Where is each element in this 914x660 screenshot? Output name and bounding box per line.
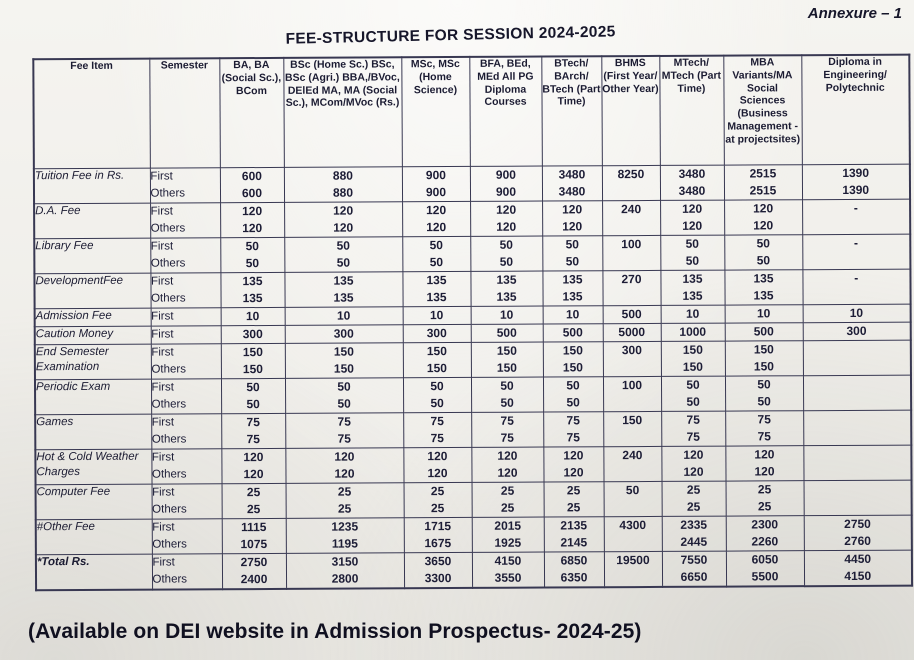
fee-value-cell: 150 150 <box>221 343 285 378</box>
fee-value-cell: 270 <box>602 270 660 305</box>
column-header: BA, BA (Social Sc.), BCom <box>219 58 284 168</box>
table-row <box>34 164 910 204</box>
fee-value-cell: 75 75 <box>725 411 803 446</box>
fee-value-cell: - <box>802 234 910 270</box>
fee-value-cell: 50 50 <box>220 237 284 272</box>
fee-value-cell: 150 150 <box>661 341 725 376</box>
fee-value-cell: 25 25 <box>404 482 472 517</box>
table-row <box>35 340 911 380</box>
fee-table-body <box>34 164 912 590</box>
semester-cell: First Others <box>150 238 220 273</box>
fee-item-label: Tuition Fee in Rs. <box>34 168 150 204</box>
fee-value-cell: 135 135 <box>220 272 284 307</box>
fee-value-cell: 900 900 <box>402 166 470 201</box>
semester-cell: First Others <box>150 203 220 238</box>
fee-value-cell: 135 135 <box>470 271 542 306</box>
fee-value-cell: 1715 1675 <box>404 517 472 552</box>
table-row <box>34 199 910 239</box>
fee-value-cell: 120 120 <box>285 448 403 484</box>
fee-value-cell: 1115 1075 <box>222 518 286 553</box>
table-row <box>35 445 911 485</box>
column-header: BFA, BEd, MEd All PG Diploma Courses <box>469 57 542 167</box>
fee-value-cell: 3650 3300 <box>404 552 472 588</box>
column-header: Semester <box>149 58 220 168</box>
column-header: MTech/ MTech (Part Time) <box>659 56 724 166</box>
fee-value-cell: 8250 <box>602 165 660 200</box>
fee-value-cell: 4300 <box>604 516 662 551</box>
fee-value-cell: 50 50 <box>221 378 285 413</box>
fee-value-cell: 10 <box>403 306 471 324</box>
table-row <box>34 269 910 309</box>
fee-value-cell: 1235 1195 <box>286 518 404 554</box>
fee-value-cell: 50 50 <box>724 235 802 270</box>
fee-value-cell: 3480 3480 <box>660 165 724 200</box>
fee-value-cell: 25 25 <box>662 481 726 516</box>
fee-value-cell: 25 25 <box>726 481 804 516</box>
table-row <box>36 515 912 555</box>
fee-value-cell: 600 600 <box>220 167 284 202</box>
fee-value-cell: 2750 2400 <box>222 553 286 589</box>
fee-item-label: Library Fee <box>34 238 150 274</box>
semester-cell: First Others <box>151 379 221 414</box>
table-row <box>34 234 910 274</box>
fee-value-cell: 300 <box>285 325 403 344</box>
fee-value-cell: 5000 <box>603 323 661 341</box>
fee-value-cell: 75 75 <box>221 413 285 448</box>
fee-value-cell: 10 <box>471 306 543 324</box>
fee-value-cell: 50 50 <box>661 376 725 411</box>
fee-value-cell: 10 <box>803 304 911 323</box>
semester-cell: First Others <box>150 273 220 308</box>
fee-value-cell <box>803 410 911 446</box>
fee-value-cell: 7550 6650 <box>662 551 726 587</box>
semester-cell: First Others <box>152 484 222 519</box>
fee-value-cell: 6050 5500 <box>726 551 804 587</box>
fee-item-label: End Semester Examination <box>35 344 151 380</box>
fee-value-cell <box>803 375 911 411</box>
footer-note: (Available on DEI website in Admission Prospectus- 2024-25) <box>28 620 642 643</box>
fee-value-cell: 75 75 <box>285 413 403 449</box>
fee-value-cell: 3480 3480 <box>542 166 602 201</box>
fee-value-cell: 135 135 <box>284 272 402 308</box>
fee-value-cell: 100 <box>602 235 660 270</box>
fee-value-cell <box>804 480 912 516</box>
fee-value-cell: 500 <box>725 323 803 341</box>
fee-value-cell: 25 25 <box>544 482 604 517</box>
fee-value-cell: 4450 4150 <box>804 550 912 586</box>
fee-value-cell: 150 150 <box>403 342 471 377</box>
fee-item-label: Computer Fee <box>36 484 152 520</box>
fee-value-cell: 120 120 <box>221 448 285 483</box>
semester-cell: First Others <box>151 344 221 379</box>
fee-value-cell: 900 900 <box>470 166 542 201</box>
semester-cell: First <box>151 326 221 344</box>
fee-value-cell: 50 50 <box>725 376 803 411</box>
fee-value-cell: 120 120 <box>725 446 803 481</box>
fee-value-cell: 75 75 <box>543 412 603 447</box>
fee-item-label: #Other Fee <box>36 519 152 555</box>
column-header: Fee Item <box>33 59 150 169</box>
table-row <box>35 410 911 450</box>
column-header: BSc (Home Sc.) BSc, BSc (Agri.) BBA,/BVoc, DElEd MA, MA (Social Sc.), MCom/MVoc (Rs.) <box>283 57 402 167</box>
page-title: FEE-STRUCTURE FOR SESSION 2024-2025 <box>285 23 616 48</box>
column-header: BHMS (First Year/ Other Year) <box>601 56 660 166</box>
annexure-label: Annexure – 1 <box>807 5 902 22</box>
fee-value-cell: 120 120 <box>284 202 402 238</box>
fee-value-cell: 240 <box>602 200 660 235</box>
fee-value-cell: 10 <box>543 306 603 324</box>
fee-value-cell: 500 <box>471 324 543 342</box>
fee-value-cell: 1000 <box>661 323 725 341</box>
fee-value-cell: 10 <box>221 307 285 325</box>
semester-cell: First <box>151 308 221 326</box>
fee-table <box>32 54 913 592</box>
fee-value-cell: 10 <box>725 305 803 323</box>
fee-value-cell: 50 50 <box>470 236 542 271</box>
fee-item-label: Games <box>35 414 151 450</box>
fee-value-cell: 880 880 <box>284 167 402 203</box>
fee-value-cell: - <box>802 269 910 305</box>
fee-value-cell: 50 50 <box>285 378 403 414</box>
fee-value-cell: 300 <box>803 322 911 341</box>
fee-value-cell: 6850 6350 <box>544 552 604 588</box>
fee-value-cell: 19500 <box>604 551 662 587</box>
fee-value-cell: 25 25 <box>472 482 544 517</box>
table-row <box>36 480 912 520</box>
fee-value-cell: 150 150 <box>285 343 403 379</box>
semester-cell: First Others <box>151 449 221 484</box>
header-row <box>33 55 910 169</box>
fee-item-label: Admission Fee <box>35 308 151 327</box>
fee-value-cell: 2135 2145 <box>544 517 604 552</box>
fee-value-cell: 120 120 <box>402 201 470 236</box>
fee-value-cell: 10 <box>285 307 403 326</box>
fee-value-cell: 50 50 <box>402 236 470 271</box>
semester-cell: First Others <box>152 554 222 590</box>
fee-value-cell: 135 135 <box>660 270 724 305</box>
fee-value-cell: 240 <box>603 446 661 481</box>
column-header: MBA Variants/MA Social Sciences (Business Management - at projectsites) <box>723 55 802 165</box>
fee-value-cell: 50 50 <box>471 377 543 412</box>
fee-value-cell: 300 <box>403 324 471 342</box>
fee-value-cell: 25 25 <box>222 483 286 518</box>
fee-value-cell: 500 <box>543 324 603 342</box>
fee-value-cell: 135 135 <box>402 271 470 306</box>
fee-value-cell: 120 120 <box>403 447 471 482</box>
fee-value-cell: 2300 2260 <box>726 516 804 551</box>
table-row <box>36 550 912 590</box>
fee-value-cell: 300 <box>221 325 285 343</box>
fee-value-cell: 120 120 <box>220 202 284 237</box>
fee-item-label: Periodic Exam <box>35 379 151 415</box>
fee-value-cell: 50 50 <box>284 237 402 273</box>
fee-item-label: Hot & Cold Weather Charges <box>35 449 151 485</box>
fee-value-cell: 1390 1390 <box>802 164 910 200</box>
fee-value-cell: 150 150 <box>543 342 603 377</box>
fee-value-cell: 150 150 <box>471 342 543 377</box>
fee-value-cell: 75 75 <box>403 412 471 447</box>
fee-item-label: *Total Rs. <box>36 554 152 590</box>
fee-value-cell: 3150 2800 <box>286 553 404 589</box>
semester-cell: First Others <box>151 414 221 449</box>
fee-value-cell: 135 135 <box>542 271 602 306</box>
fee-value-cell: 120 120 <box>543 447 603 482</box>
fee-value-cell: 2015 1925 <box>472 517 544 552</box>
fee-value-cell: 2335 2445 <box>662 516 726 551</box>
fee-value-cell: 135 135 <box>724 270 802 305</box>
fee-value-cell: 50 50 <box>403 377 471 412</box>
fee-value-cell <box>803 340 911 376</box>
semester-cell: First Others <box>152 519 222 554</box>
fee-value-cell: 25 25 <box>286 483 404 519</box>
fee-value-cell: 120 120 <box>724 200 802 235</box>
fee-value-cell: 75 75 <box>661 411 725 446</box>
fee-value-cell: - <box>802 199 910 235</box>
fee-value-cell: 75 75 <box>471 412 543 447</box>
fee-value-cell: 50 50 <box>542 236 602 271</box>
fee-value-cell: 120 120 <box>661 446 725 481</box>
fee-value-cell: 2750 2760 <box>804 515 912 551</box>
column-header: BTech/ BArch/ BTech (Part Time) <box>541 56 602 166</box>
fee-value-cell: 120 120 <box>471 447 543 482</box>
fee-item-label: D.A. Fee <box>34 203 150 239</box>
fee-value-cell: 300 <box>603 341 661 376</box>
fee-item-label: Caution Money <box>35 326 151 345</box>
fee-value-cell <box>803 445 911 481</box>
column-header: Diploma in Engineering/ Polytechnic <box>801 55 910 165</box>
column-header: MSc, MSc (Home Science) <box>401 57 470 167</box>
fee-value-cell: 50 50 <box>543 377 603 412</box>
fee-value-cell: 120 120 <box>470 201 542 236</box>
fee-value-cell: 120 120 <box>542 201 602 236</box>
fee-value-cell: 50 50 <box>660 235 724 270</box>
fee-value-cell: 100 <box>603 376 661 411</box>
fee-item-label: DevelopmentFee <box>34 273 150 309</box>
fee-value-cell: 10 <box>661 305 725 323</box>
fee-value-cell: 500 <box>603 305 661 323</box>
table-row <box>35 375 911 415</box>
fee-value-cell: 150 <box>603 411 661 446</box>
fee-value-cell: 120 120 <box>660 200 724 235</box>
semester-cell: First Others <box>150 168 220 203</box>
fee-value-cell: 2515 2515 <box>724 165 802 200</box>
fee-value-cell: 50 <box>604 481 662 516</box>
fee-value-cell: 150 150 <box>725 341 803 376</box>
fee-value-cell: 4150 3550 <box>472 552 544 588</box>
